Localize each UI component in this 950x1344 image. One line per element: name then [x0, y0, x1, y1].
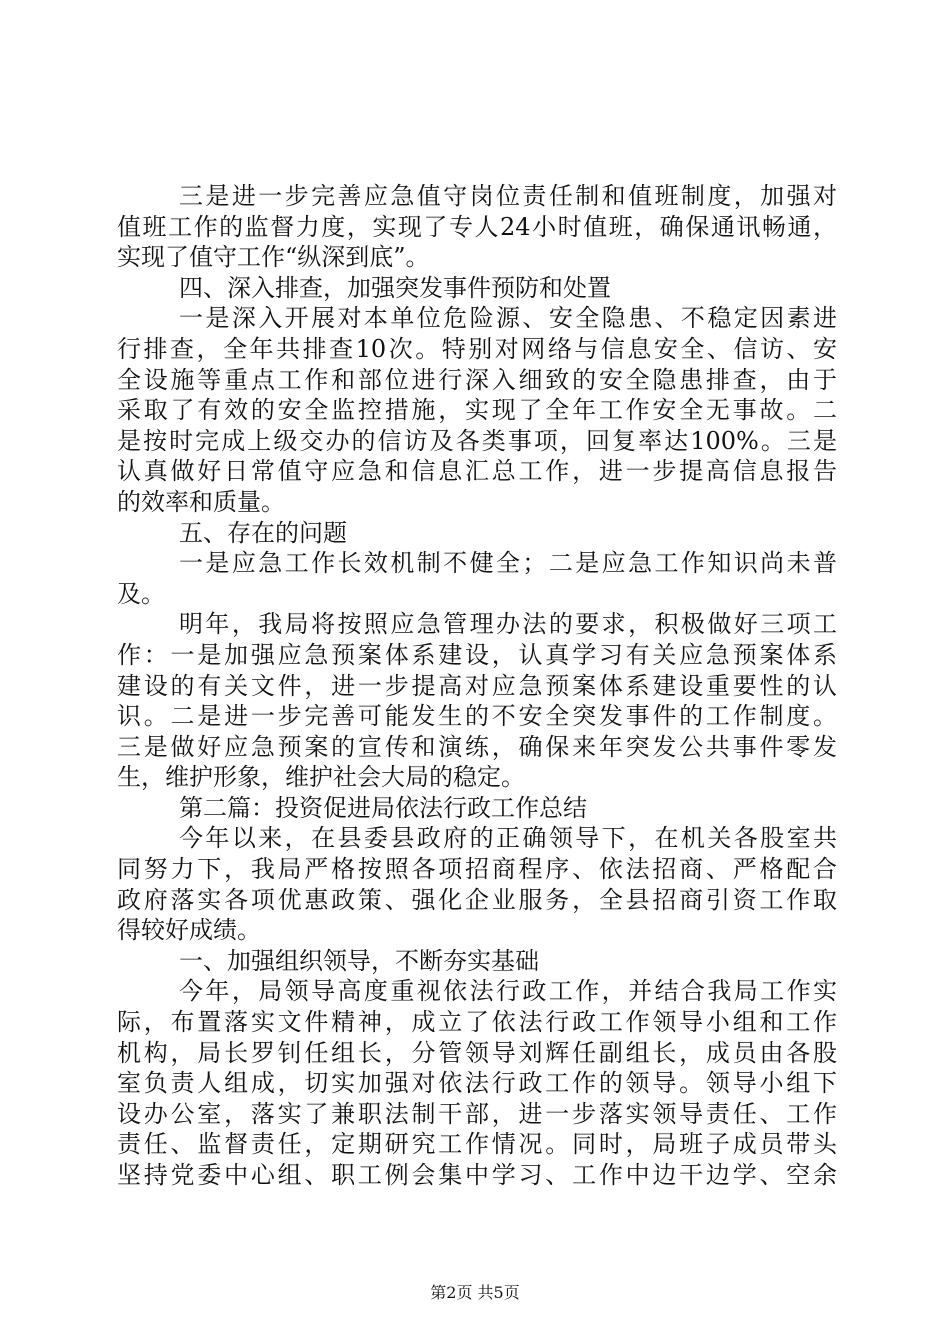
text-line: 第二篇：投资促进局依法行政工作总结: [179, 793, 587, 822]
text-line: 三是进一步完善应急值守岗位责任制和值班制度，加强对: [179, 182, 837, 210]
text-line: 五、存在的问题: [179, 518, 347, 547]
text-line: 识。二是进一步完善可能发生的不安全突发事件的工作制度。: [117, 702, 837, 731]
text-line: 今年，局领导高度重视依法行政工作，并结合我局工作实: [179, 977, 837, 1006]
text-line: 三是做好应急预案的宣传和演练，确保来年突发公共事件零发: [117, 732, 837, 761]
text-line: 同努力下，我局严格按照各项招商程序、依法招商、严格配合: [117, 855, 837, 884]
page-footer: 第2页 共5页: [430, 1283, 520, 1302]
text-line: 及。: [117, 579, 165, 608]
text-line: 设办公室，落实了兼职法制干部，进一步落实领导责任、工作: [117, 1099, 837, 1128]
text-line: 四、深入排查，加强突发事件预防和处置: [179, 273, 611, 302]
text-line: 建设的有关文件，进一步提高对应急预案体系建设重要性的认: [117, 671, 837, 700]
text-line: 是按时完成上级交办的信访及各类事项，回复率达100%。三是: [117, 426, 837, 455]
text-line: 作：一是加强应急预案体系建设，认真学习有关应急预案体系: [117, 640, 837, 669]
text-line: 今年以来，在县委县政府的正确领导下，在机关各股室共: [179, 824, 837, 853]
text-line: 坚持党委中心组、职工例会集中学习、工作中边干边学、空余: [117, 1161, 837, 1189]
document-body: [117, 181, 837, 1191]
text-line: 生，维护形象，维护社会大局的稳定。: [117, 763, 525, 792]
text-line: 际，布置落实文件精神，成立了依法行政工作领导小组和工作: [117, 1008, 837, 1037]
text-line: 室负责人组成，切实加强对依法行政工作的领导。领导小组下: [117, 1069, 837, 1098]
text-line: 责任、监督责任，定期研究工作情况。同时，局班子成员带头: [117, 1130, 837, 1159]
text-line: 一、加强组织领导，不断夯实基础: [179, 946, 539, 975]
text-line: 全设施等重点工作和部位进行深入细致的安全隐患排查，由于: [117, 365, 837, 394]
text-line: 政府落实各项优惠政策、强化企业服务，全县招商引资工作取: [117, 885, 837, 914]
text-line: 明年，我局将按照应急管理办法的要求，积极做好三项工: [179, 610, 837, 639]
text-line: 行排查，全年共排查10次。特别对网络与信息安全、信访、安: [117, 334, 837, 363]
text-line: 的效率和质量。: [117, 487, 285, 516]
text-line: 得较好成绩。: [117, 916, 261, 945]
text-line: 机构，局长罗钊任组长，分管领导刘辉任副组长，成员由各股: [117, 1038, 837, 1067]
text-line: 一是应急工作长效机制不健全；二是应急工作知识尚未普: [179, 549, 837, 578]
text-line: 认真做好日常值守应急和信息汇总工作，进一步提高信息报告: [117, 457, 837, 486]
text-line: 值班工作的监督力度，实现了专人24小时值班，确保通讯畅通，: [117, 212, 837, 241]
text-line: 采取了有效的安全监控措施，实现了全年工作安全无事故。二: [117, 396, 837, 425]
text-line: 一是深入开展对本单位危险源、安全隐患、不稳定因素进: [179, 304, 837, 333]
text-line: 实现了值守工作“纵深到底”。: [117, 243, 430, 272]
